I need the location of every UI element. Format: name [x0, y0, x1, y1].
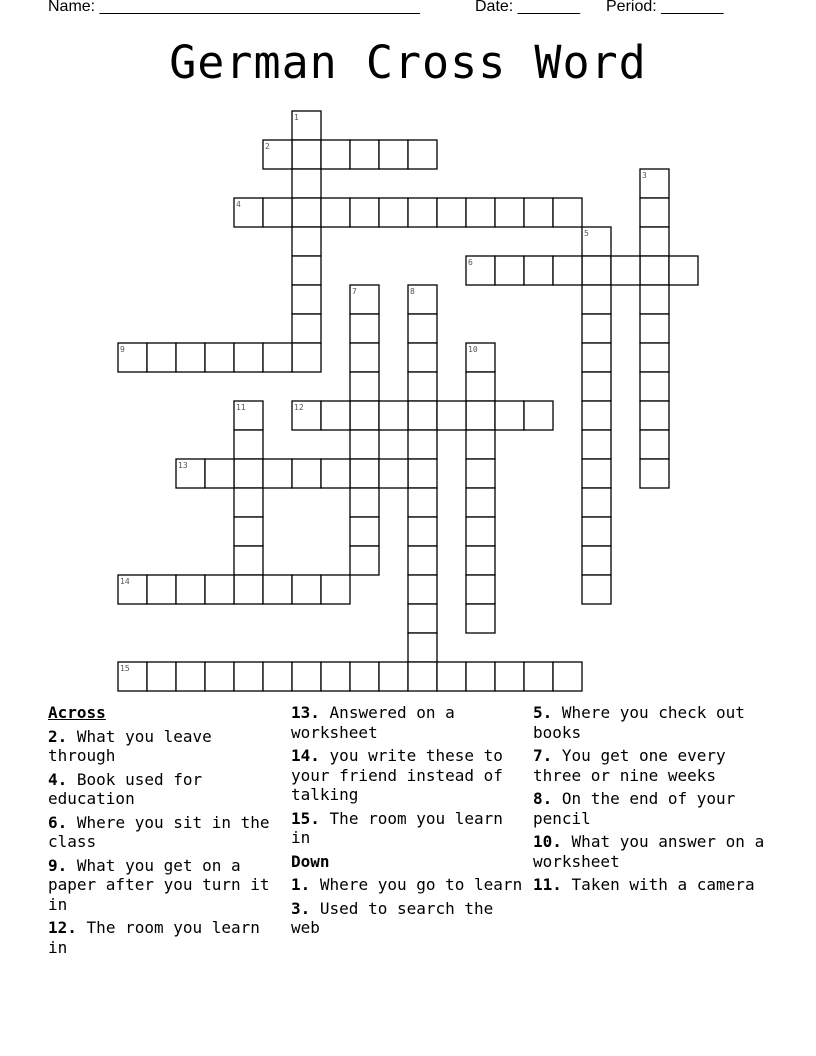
grid-cell[interactable]	[408, 546, 437, 575]
grid-cell[interactable]	[408, 314, 437, 343]
grid-cell[interactable]	[234, 517, 263, 546]
grid-cell[interactable]	[466, 198, 495, 227]
grid-cell[interactable]	[408, 575, 437, 604]
clue-across-12: 12. The room you learn in	[48, 918, 270, 957]
grid-cell[interactable]	[234, 459, 263, 488]
cell-number: 5	[584, 229, 589, 238]
cell-number: 14	[120, 577, 130, 586]
grid-cell[interactable]	[350, 372, 379, 401]
grid-cell[interactable]	[379, 662, 408, 691]
cell-number: 12	[294, 403, 304, 412]
grid-cell[interactable]	[408, 140, 437, 169]
grid-cell[interactable]	[350, 343, 379, 372]
grid-cell[interactable]	[495, 662, 524, 691]
grid-cell[interactable]	[350, 546, 379, 575]
grid-cell[interactable]	[495, 401, 524, 430]
grid-cell[interactable]	[292, 343, 321, 372]
grid-cell[interactable]	[292, 285, 321, 314]
grid-cell[interactable]	[205, 575, 234, 604]
grid-cell[interactable]	[205, 662, 234, 691]
cell-number: 13	[178, 461, 188, 470]
grid-cell[interactable]	[408, 198, 437, 227]
grid-cell[interactable]	[292, 575, 321, 604]
grid-cell[interactable]	[408, 633, 437, 662]
grid-cell[interactable]	[234, 575, 263, 604]
clues-column-2	[291, 703, 526, 942]
grid-cell[interactable]	[263, 198, 292, 227]
grid-cell[interactable]	[350, 401, 379, 430]
grid-cell[interactable]	[553, 198, 582, 227]
cell-number: 4	[236, 200, 241, 209]
name-field[interactable]: Name: ____________________________________	[48, 0, 420, 15]
grid-cell[interactable]	[466, 662, 495, 691]
clue-across-2: 2. What you leave through	[48, 726, 222, 765]
grid-cell[interactable]	[408, 517, 437, 546]
grid-cell[interactable]	[292, 459, 321, 488]
grid-cell[interactable]	[640, 314, 669, 343]
grid-cell[interactable]	[321, 575, 350, 604]
grid-cell[interactable]	[321, 662, 350, 691]
grid-cell[interactable]	[263, 662, 292, 691]
grid-cell[interactable]	[466, 372, 495, 401]
grid-cell[interactable]	[234, 488, 263, 517]
cell-number: 8	[410, 287, 415, 296]
grid-cell[interactable]	[263, 459, 292, 488]
cell-number: 7	[352, 287, 357, 296]
cell-number: 10	[468, 345, 478, 354]
grid-cell[interactable]	[495, 198, 524, 227]
grid-cell[interactable]	[234, 343, 263, 372]
grid-cell[interactable]	[582, 256, 611, 285]
grid-cell[interactable]	[292, 314, 321, 343]
grid-cell[interactable]	[408, 372, 437, 401]
grid-cell[interactable]	[350, 198, 379, 227]
clue-down-7: 7. You get one every three or nine weeks	[533, 746, 736, 785]
grid-cell[interactable]	[408, 488, 437, 517]
date-field[interactable]: Date: _______	[475, 0, 580, 15]
grid-cell[interactable]	[669, 256, 698, 285]
grid-cell[interactable]	[321, 401, 350, 430]
grid-cell[interactable]	[466, 546, 495, 575]
grid-cell[interactable]	[553, 662, 582, 691]
grid-cell[interactable]	[582, 546, 611, 575]
clue-down-8: 8. On the end of your pencil	[533, 789, 745, 828]
grid-cell[interactable]	[640, 343, 669, 372]
clue-down-1: 1. Where you go to learn	[291, 875, 523, 894]
grid-cell[interactable]	[321, 140, 350, 169]
grid-cell[interactable]	[640, 285, 669, 314]
grid-cell[interactable]	[437, 198, 466, 227]
grid-cell[interactable]	[379, 401, 408, 430]
grid-cell[interactable]	[350, 662, 379, 691]
cell-number: 9	[120, 345, 125, 354]
grid-cell[interactable]	[582, 517, 611, 546]
grid-cell[interactable]	[350, 488, 379, 517]
grid-cell[interactable]	[379, 198, 408, 227]
cell-number: 1	[294, 113, 299, 122]
grid-cell[interactable]	[466, 488, 495, 517]
grid-cell[interactable]	[263, 343, 292, 372]
grid-cell[interactable]	[234, 546, 263, 575]
grid-cell[interactable]	[292, 227, 321, 256]
grid-cell[interactable]	[524, 256, 553, 285]
grid-cell[interactable]	[408, 604, 437, 633]
grid-cell[interactable]	[408, 662, 437, 691]
grid-cell[interactable]	[176, 662, 205, 691]
grid-cell[interactable]	[292, 256, 321, 285]
grid-cell[interactable]	[234, 662, 263, 691]
grid-cell[interactable]	[263, 575, 292, 604]
clue-across-13: 13. Answered on a worksheet	[291, 703, 465, 742]
grid-cell[interactable]	[176, 575, 205, 604]
clue-across-14: 14. you write these to your friend instead of talking	[291, 746, 513, 804]
grid-cell[interactable]	[292, 662, 321, 691]
grid-cell[interactable]	[582, 314, 611, 343]
grid-cell[interactable]	[466, 459, 495, 488]
clue-across-9: 9. What you get on a paper after you turn it in	[48, 855, 280, 914]
cell-number: 3	[642, 171, 647, 180]
grid-cell[interactable]	[205, 459, 234, 488]
page-title: German Cross Word	[169, 36, 647, 89]
grid-cell[interactable]	[640, 401, 669, 430]
grid-cell[interactable]	[640, 198, 669, 227]
clue-across-15: 15. The room you learn in	[291, 808, 513, 847]
grid-cell[interactable]	[582, 343, 611, 372]
grid-cell[interactable]	[292, 198, 321, 227]
grid-cell[interactable]	[524, 198, 553, 227]
grid-cell[interactable]	[640, 256, 669, 285]
grid-cell[interactable]	[350, 517, 379, 546]
grid-cell[interactable]	[582, 401, 611, 430]
grid-cell[interactable]	[582, 575, 611, 604]
clue-across-6: 6. Where you sit in the class	[48, 812, 280, 851]
grid-cell[interactable]	[234, 430, 263, 459]
grid-cell[interactable]	[640, 372, 669, 401]
grid-cell[interactable]	[640, 459, 669, 488]
cell-number: 11	[236, 403, 246, 412]
grid-cell[interactable]	[466, 517, 495, 546]
clues-column-1	[48, 703, 280, 961]
grid-cell[interactable]	[524, 662, 553, 691]
grid-cell[interactable]	[292, 140, 321, 169]
grid-cell[interactable]	[292, 169, 321, 198]
clue-down-10: 10. What you answer on a worksheet	[533, 832, 774, 871]
grid-cell[interactable]	[176, 343, 205, 372]
grid-cell[interactable]	[350, 314, 379, 343]
grid-cell[interactable]	[582, 372, 611, 401]
grid-cell[interactable]	[147, 662, 176, 691]
grid-cell[interactable]	[350, 459, 379, 488]
grid-cell[interactable]	[466, 575, 495, 604]
across-heading: Across	[48, 703, 106, 722]
grid-cell[interactable]	[524, 401, 553, 430]
grid-cell[interactable]	[582, 459, 611, 488]
grid-cell[interactable]	[466, 430, 495, 459]
grid-cell[interactable]	[611, 256, 640, 285]
down-heading: Down	[291, 851, 330, 871]
grid-cell[interactable]	[437, 401, 466, 430]
cell-number: 6	[468, 258, 473, 267]
grid-cell[interactable]	[350, 140, 379, 169]
grid-cell[interactable]	[205, 343, 234, 372]
grid-cell[interactable]	[408, 401, 437, 430]
grid-cell[interactable]	[553, 256, 582, 285]
grid-cell[interactable]	[495, 256, 524, 285]
grid-cell[interactable]	[640, 430, 669, 459]
clue-down-5: 5. Where you check out books	[533, 703, 755, 742]
grid-cell[interactable]	[466, 604, 495, 633]
clue-down-11: 11. Taken with a camera	[533, 875, 755, 894]
period-field[interactable]: Period: _______	[606, 0, 724, 15]
grid-cell[interactable]	[582, 430, 611, 459]
grid-cell[interactable]	[379, 459, 408, 488]
grid-cell[interactable]	[640, 227, 669, 256]
grid-cell[interactable]	[408, 459, 437, 488]
clue-across-4: 4. Book used for education	[48, 769, 212, 808]
grid-cell[interactable]	[147, 575, 176, 604]
clues-column-3	[533, 703, 773, 899]
grid-cell[interactable]	[408, 343, 437, 372]
cell-number: 2	[265, 142, 270, 151]
grid-cell[interactable]	[582, 285, 611, 314]
grid-cell[interactable]	[321, 459, 350, 488]
grid-cell[interactable]	[321, 198, 350, 227]
grid-cell[interactable]	[350, 430, 379, 459]
grid-cell[interactable]	[147, 343, 176, 372]
grid-cell[interactable]	[437, 662, 466, 691]
cell-number: 15	[120, 664, 130, 673]
clue-down-3: 3. Used to search the web	[291, 898, 503, 937]
grid-cell[interactable]	[466, 401, 495, 430]
grid-cell[interactable]	[379, 140, 408, 169]
grid-cell[interactable]	[582, 488, 611, 517]
grid-cell[interactable]	[408, 430, 437, 459]
